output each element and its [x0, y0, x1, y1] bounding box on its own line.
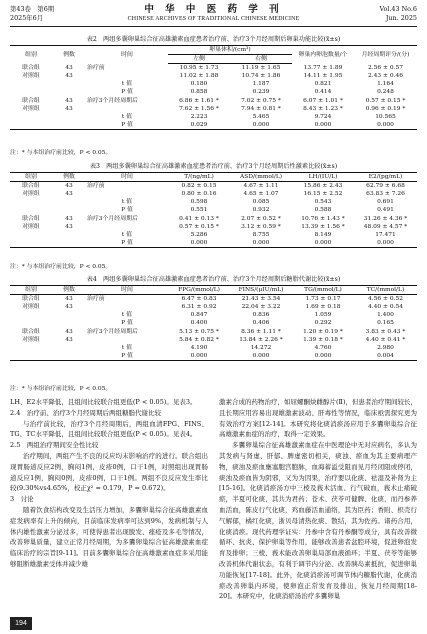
table-cell: 4.190	[190, 345, 208, 352]
journal-title-cn: 中 华 中 医 药 学 刊	[144, 4, 283, 15]
table-cell: 5.13 ± 0.75 *	[179, 328, 219, 335]
table4	[10, 285, 417, 361]
volume-issue-cn: 第43卷 第6期	[10, 5, 55, 13]
table-header-cell: 组别	[10, 173, 52, 182]
table-cell: 15.86 ± 2.43	[303, 183, 343, 189]
table-cell: t 值	[121, 199, 133, 206]
table-cell: 14.11 ± 1.95	[303, 73, 343, 80]
table3-footnote: 注：* 与本组治疗前比较，P < 0.05。	[10, 264, 112, 270]
table-cell: 治疗3个月经周期后	[87, 97, 138, 104]
table-cell: 0.000	[292, 121, 354, 130]
table-cell: 0.858	[190, 89, 208, 96]
table-header-cell: FPG/(mmol/L)	[168, 286, 230, 295]
table-cell	[52, 80, 86, 88]
table-cell: 0.847	[190, 312, 208, 319]
table-cell: 治疗前	[87, 296, 105, 302]
table-cell: 0.000	[168, 239, 230, 248]
table-cell: 4.40 ± 0.54	[368, 304, 403, 311]
table-cell: 10.74 ± 1.86	[241, 73, 281, 80]
table-cell: 1.39 ± 0.18 *	[303, 336, 343, 343]
table-cell: 2.223	[190, 114, 208, 121]
table-row	[10, 97, 417, 105]
table-cell: 对照组	[22, 304, 40, 311]
table-row	[10, 328, 417, 336]
table-cell	[52, 352, 86, 361]
table-cell	[52, 319, 86, 327]
table-cell: 5.465	[252, 114, 270, 121]
table-cell: 0.551	[190, 207, 208, 214]
table-cell: P 值	[86, 352, 168, 361]
table-cell	[52, 231, 86, 239]
table2	[10, 45, 417, 130]
table4-caption: 表4 两组多囊卵巢综合征高雄激素血症患者治疗前、治疗3个月经周期后糖脂代谢比较(x̄±s)	[86, 276, 341, 283]
table-header-cell: 组别	[10, 286, 52, 295]
table3-caption: 表3 两组多囊卵巢综合征高雄激素血症患者治疗前、治疗3个月经周期后性激素比较(x̄±s)	[89, 163, 338, 170]
table-header-cell: TG/(mmol/L)	[292, 286, 354, 295]
table-cell: 10.95 ± 1.73	[179, 65, 219, 71]
table-cell	[52, 206, 86, 214]
table-row	[10, 198, 417, 206]
table-cell: 0.80 ± 0.16	[181, 191, 217, 198]
table-cell: 1.400	[377, 312, 394, 319]
table-cell: 治疗3个月经周期后	[87, 328, 138, 335]
section-heading: 3 讨论	[10, 495, 34, 504]
table-cell: 43	[65, 64, 73, 71]
table-cell: t 值	[121, 114, 133, 121]
table-cell: 6.07 ± 1.01 *	[303, 97, 343, 104]
table-cell	[10, 344, 52, 352]
table-cell: 43	[65, 223, 73, 230]
table-cell	[86, 72, 168, 80]
table-cell: 16.15 ± 2.52	[303, 191, 343, 198]
table-cell: 0.000	[230, 239, 292, 248]
table-cell: 0.292	[314, 320, 332, 327]
table-cell: 43	[65, 328, 73, 335]
table-cell: 9.724	[314, 114, 332, 121]
table-cell: t 值	[121, 345, 133, 352]
paragraph: 治疗期间，两组产生不良的反应均未影响治疗的进行。联合组出现胃肠道反应2例，胸闷1例，皮疹0例，口干1例，对照组出现胃肠道反应1例，胸闷0例，皮疹0例，口干1例。两组不良反应发生率比较(9.30%vs4.65%，校正χ² = 0.179，P = 0.672)。	[10, 451, 208, 493]
table3	[10, 172, 417, 248]
table-cell: 对照组	[22, 223, 40, 230]
table2-header-time: 时间	[86, 46, 168, 64]
table-cell: 4.67 ± 1.11	[243, 183, 279, 189]
paragraph: 激素合成的药物治疗，如屈螺酮炔雌醇片(Ⅱ)，但患者治疗期间较长，且长期应用容易出现雄激素波动、肝毒性等情况，临床亟需探究更为有效治疗方案[12-14]。本研究将化痰消瘀汤应用于多囊卵巢综合征高雄激素血症的治疗，取得一定效果。	[219, 398, 417, 439]
table-cell: 2.56 ± 0.57	[368, 64, 403, 71]
table-cell: P 值	[121, 207, 133, 214]
header-rule	[10, 26, 417, 27]
table-cell: 8.43 ± 1.23 *	[303, 105, 343, 112]
table-cell: 62.79 ± 6.68	[366, 183, 405, 189]
table2-caption: 表2 两组多囊卵巢综合征高雄激素血症患者治疗前、治疗3个月经周期后卵巢功能比较(x̄±s)	[86, 36, 341, 43]
table-cell	[86, 336, 168, 344]
table-cell: 6.31 ± 0.92	[181, 304, 217, 311]
table2-header-cycle: 月经周期评分/(分)	[354, 46, 417, 64]
table-cell	[52, 88, 86, 96]
table-cell: 4.760	[314, 345, 332, 352]
table-header-cell: TC/(mmol/L)	[354, 286, 417, 295]
table-header-cell: E2/(pg/mL)	[354, 173, 417, 182]
table-cell: 0.000	[230, 121, 292, 130]
table2-header-ovary-volume: 卵巢体积/(cm³)	[168, 46, 292, 55]
table-cell: 0.406	[252, 320, 270, 327]
paragraph: 多囊卵巢综合征高雄激素血症在中医理论中无对应病名，多认为其发病与肾虚、肝郁、脾虚密切相关，痰浊、瘀血为其主要病理产物，痰浊及瘀血壅塞胞宫胞脉，血海蓄溢受阻而见月经闭阻或停闭，痰浊及瘀血皆为阴邪，又为为因果，治疗要以化痰、祛湿及补肾为主[15-16]。化痰消瘀汤方中三棱及莪术活血、行气破血，莪术止痛破瘀，半夏可化痰，其共为君药；苍术、茯苓可健脾、化痰，而丹参养血活血，陈皮行气化痰，鸡血藤活血通络，其为臣药；香附、枳壳行气解郁，橘红化痰，浙贝母清热化痰、散结，其为佐药。诸药合用，化痰消瘀。现代药理学证实：丹参中含有丹参酮等成分，具有改善微循环、抗炎、保护卵巢等作用，能够改善患者盆腔环境，促进卵泡发育及排卵；三棱、莪术能改善卵巢局部血液循环；半夏、茯苓等能够改善机体代谢状态，有利于调节内分泌、改善胰岛素抵抗，促进卵巢功能恢复[17-18]。此外，化痰消瘀汤可调节体内糖脂代谢，化痰消瘀改善卵巢内环境，使卵泡正常发育及排出，恢复月经周期[18-20]。本研究中，化痰消瘀汤治疗多囊卵巢	[219, 441, 417, 601]
table-row	[10, 352, 417, 361]
table-cell	[52, 121, 86, 130]
table-cell: 0.180	[190, 81, 208, 88]
table-row	[10, 344, 417, 352]
page-number: 194	[10, 617, 32, 630]
table-cell: P 值	[86, 121, 168, 130]
table-header-cell: 时间	[86, 286, 168, 295]
table-cell: 0.000	[354, 239, 417, 248]
table-row	[10, 295, 417, 304]
table-cell: 7.62 ± 1.56 *	[179, 105, 219, 112]
table-cell	[52, 344, 86, 352]
table-cell: 3.12 ± 0.59 *	[241, 223, 281, 230]
table-cell: P 值	[121, 320, 133, 327]
table-cell: P 值	[121, 89, 133, 96]
table-cell: 对照组	[22, 105, 40, 112]
table-cell: 43	[65, 97, 73, 104]
table-cell	[10, 121, 52, 130]
table-cell: 1.20 ± 0.19 *	[303, 328, 343, 335]
table-cell: 0.414	[314, 89, 332, 96]
table-cell: 0.82 ± 0.15	[181, 183, 217, 189]
table-cell	[10, 198, 52, 206]
table-cell: P 值	[86, 239, 168, 248]
table-cell	[86, 190, 168, 198]
table-row	[10, 223, 417, 231]
table-cell: 2.43 ± 0.46	[368, 73, 403, 80]
table-cell: 0.000	[292, 239, 354, 248]
table-cell: 6.86 ± 1.61 *	[179, 97, 219, 104]
table-cell: 0.000	[230, 352, 292, 361]
table-header-cell: 时间	[86, 173, 168, 182]
date-en: Jun. 2025	[385, 13, 417, 22]
table-cell	[10, 80, 52, 88]
table-cell: 0.932	[252, 207, 270, 214]
table-cell: 0.400	[190, 320, 208, 327]
table-cell: 0.085	[252, 199, 270, 206]
table-cell: 48.09 ± 4.57 *	[363, 223, 408, 230]
table-cell	[10, 113, 52, 121]
table-cell: 1.73 ± 0.17	[305, 296, 341, 302]
table-cell: 0.96 ± 0.19 *	[365, 105, 406, 112]
table-cell: 联合组	[22, 328, 40, 335]
table-cell: 11.19 ± 1.65	[241, 65, 281, 71]
table-cell: 13.84 ± 2.26 *	[239, 336, 283, 343]
table-cell: 43	[65, 191, 73, 198]
table-row	[10, 105, 417, 113]
table2-footnote: 注：* 与本组治疗前比较，P < 0.05。	[10, 150, 112, 156]
table-cell: 0.491	[377, 207, 394, 214]
section-heading: 2.4 治疗前、治疗3个月经周期后两组糖脂代谢比较	[10, 408, 161, 417]
table-cell: 0.165	[377, 320, 394, 327]
table-cell: 6.47 ± 0.83	[181, 296, 217, 302]
table-cell: 0.000	[168, 352, 230, 361]
table-cell: 31.26 ± 4.36 *	[363, 215, 408, 222]
paragraph: 随着饮食结构改变及生活压力增加，多囊卵巢综合征高雄激素血症发病率有上升的倾向，目前临床发病率可达到9%，发病机制与人体内雄性激素分泌过多，可使得患者出现脱发、痤疮及多毛等情况，改善卵巢质量，建立正常月经周期，为多囊卵巢综合征高雄激素血症临床治疗的宗旨[9-11]。目前多囊卵巢综合征高雄激素血症多采用能够阻断雄激素受体并减少雄	[10, 505, 208, 568]
table-cell: 0.000	[354, 121, 417, 130]
section-heading: 2.5 两组治疗期间安全性比较	[10, 441, 99, 450]
table2-header-follicle: 卵巢内卵泡数量/个	[292, 46, 354, 64]
table-cell: 21.43 ± 3.54	[241, 296, 281, 302]
table-cell: 8.149	[314, 232, 332, 239]
table-cell: 43	[65, 304, 73, 311]
table-cell: 43	[65, 73, 73, 80]
table2-header-right: 右侧	[230, 55, 292, 64]
table-cell	[10, 352, 52, 361]
table-cell: 联合组	[22, 64, 40, 71]
table-row	[10, 319, 417, 327]
table2-header-group: 组别	[10, 46, 52, 64]
table-header-cell: FINS/(μIU/mL)	[230, 286, 292, 295]
table-row	[10, 72, 417, 80]
table-cell: 1.164	[377, 81, 394, 88]
table-cell	[52, 239, 86, 248]
table-cell	[10, 319, 52, 327]
table-cell: 8.36 ± 1.11 *	[241, 328, 281, 335]
table-cell: 13.77 ± 1.89	[303, 64, 343, 71]
table-cell: 22.04 ± 3.22	[241, 304, 281, 311]
table-cell: 5.84 ± 0.82 *	[179, 336, 219, 343]
table-cell: 0.000	[292, 352, 354, 361]
table-cell	[52, 311, 86, 319]
table-cell: 5.286	[190, 232, 208, 239]
table-cell: 治疗前	[87, 64, 105, 71]
table-row	[10, 215, 417, 223]
table-cell: 1.187	[252, 81, 270, 88]
running-header-right	[379, 5, 417, 22]
table-row	[10, 64, 417, 73]
table-cell: 4.40 ± 0.41 *	[365, 336, 406, 343]
table-cell: 对照组	[22, 191, 40, 198]
table-row	[10, 182, 417, 191]
table-cell: 0.029	[168, 121, 230, 130]
date-cn: 2025年6月	[10, 13, 44, 22]
table-header-cell: T/(ng/mL)	[168, 173, 230, 182]
table-cell: 联合组	[22, 183, 40, 189]
table-header-cell: 例数	[52, 286, 86, 295]
table-cell: 7.94 ± 0.81 *	[241, 105, 281, 112]
table-cell: 0.598	[190, 199, 208, 206]
table-cell	[86, 223, 168, 231]
table-cell: 0.41 ± 0.13 *	[179, 215, 219, 222]
body-right-column	[219, 397, 417, 602]
table-cell: t 值	[121, 81, 133, 88]
table-cell: 8.755	[252, 232, 270, 239]
table-cell: 0.543	[314, 199, 332, 206]
table-cell: 13.39 ± 1.56 *	[301, 223, 345, 230]
table-header-cell: LH/(IU/L)	[292, 173, 354, 182]
table2-header-n: 例数	[52, 46, 86, 64]
table-cell: 3.83 ± 0.43 *	[365, 328, 406, 335]
table-cell: 14.272	[250, 345, 272, 352]
table-row	[10, 121, 417, 130]
table-cell: 2.07 ± 0.52 *	[241, 215, 281, 222]
table-cell: 0.004	[354, 352, 417, 361]
table-cell: 0.821	[314, 81, 332, 88]
table-cell	[10, 239, 52, 248]
paragraph: 与治疗前比较，治疗3个月经周期后，两组血清FPG、FINS、TG、TC水平降低，且组间比较联合组更低(P < 0.05)。见表4。	[10, 419, 208, 439]
table-cell: t 值	[121, 312, 133, 319]
table-cell: 0.588	[314, 207, 332, 214]
table-cell: 10.76 ± 1.43 *	[301, 215, 345, 222]
table-header-cell: 例数	[52, 173, 86, 182]
table-cell	[86, 303, 168, 311]
table-cell: 治疗前	[87, 183, 105, 189]
table-cell: 10.565	[375, 114, 396, 121]
table-cell: 0.248	[377, 89, 394, 96]
table-cell: 1.69 ± 0.18	[305, 304, 341, 311]
table-cell: 2.980	[377, 345, 394, 352]
table-cell: 联合组	[22, 296, 40, 302]
volume-issue-en: Vol.43 No.6	[379, 5, 417, 13]
running-header-center	[0, 4, 427, 23]
journal-title-en: CHINESE ARCHIVES OF TRADITIONAL CHINESE MEDICINE	[127, 16, 300, 22]
table-cell: 11.02 ± 1.88	[179, 73, 219, 80]
table-cell: 0.57 ± 0.15 *	[365, 97, 406, 104]
table-cell: 17.471	[375, 232, 396, 239]
table-cell	[10, 231, 52, 239]
table-cell: 43	[65, 215, 73, 222]
table-cell: 联合组	[22, 215, 40, 222]
table-cell	[86, 105, 168, 113]
table-cell	[52, 198, 86, 206]
table-row	[10, 88, 417, 96]
table-cell: 43	[65, 336, 73, 343]
table-cell: 43	[65, 296, 73, 302]
table-cell: t 值	[121, 232, 133, 239]
table-row	[10, 231, 417, 239]
table-cell	[10, 311, 52, 319]
table-cell: 63.83 ± 7.26	[366, 191, 405, 198]
paragraph: LH、E2水平降低，且组间比较联合组更低(P < 0.05)。见表3。	[10, 398, 197, 406]
table-row	[10, 113, 417, 121]
table-cell: 对照组	[22, 73, 40, 80]
table-cell: 1.059	[314, 312, 332, 319]
table-header-cell: ASD/(mmol/L)	[230, 173, 292, 182]
table-row	[10, 206, 417, 214]
table-cell	[10, 88, 52, 96]
table-cell: 0.836	[252, 312, 270, 319]
table-cell	[52, 113, 86, 121]
table-row	[10, 239, 417, 248]
table-cell: 对照组	[22, 336, 40, 343]
table-row	[10, 80, 417, 88]
table-cell: 治疗3个月经周期后	[87, 215, 138, 222]
table-row	[10, 303, 417, 311]
table-cell: 0.239	[252, 89, 270, 96]
table-cell	[10, 206, 52, 214]
table-row	[10, 190, 417, 198]
table-cell: 4.65 ± 1.07	[243, 191, 279, 198]
table-cell: 0.57 ± 0.15 *	[179, 223, 219, 230]
table-row	[10, 336, 417, 344]
table-row	[10, 311, 417, 319]
body-left-column	[10, 397, 208, 570]
table-cell: 联合组	[22, 97, 40, 104]
table-cell: 43	[65, 105, 73, 112]
table-cell: 0.691	[377, 199, 394, 206]
table4-footnote: 注：* 与本组治疗前比较，P < 0.05。	[10, 386, 112, 392]
table-cell: 7.02 ± 0.75 *	[241, 97, 281, 104]
table2-header-left: 左侧	[168, 55, 230, 64]
table-cell: 43	[65, 183, 73, 189]
table-cell: 4.56 ± 0.52	[368, 296, 403, 302]
